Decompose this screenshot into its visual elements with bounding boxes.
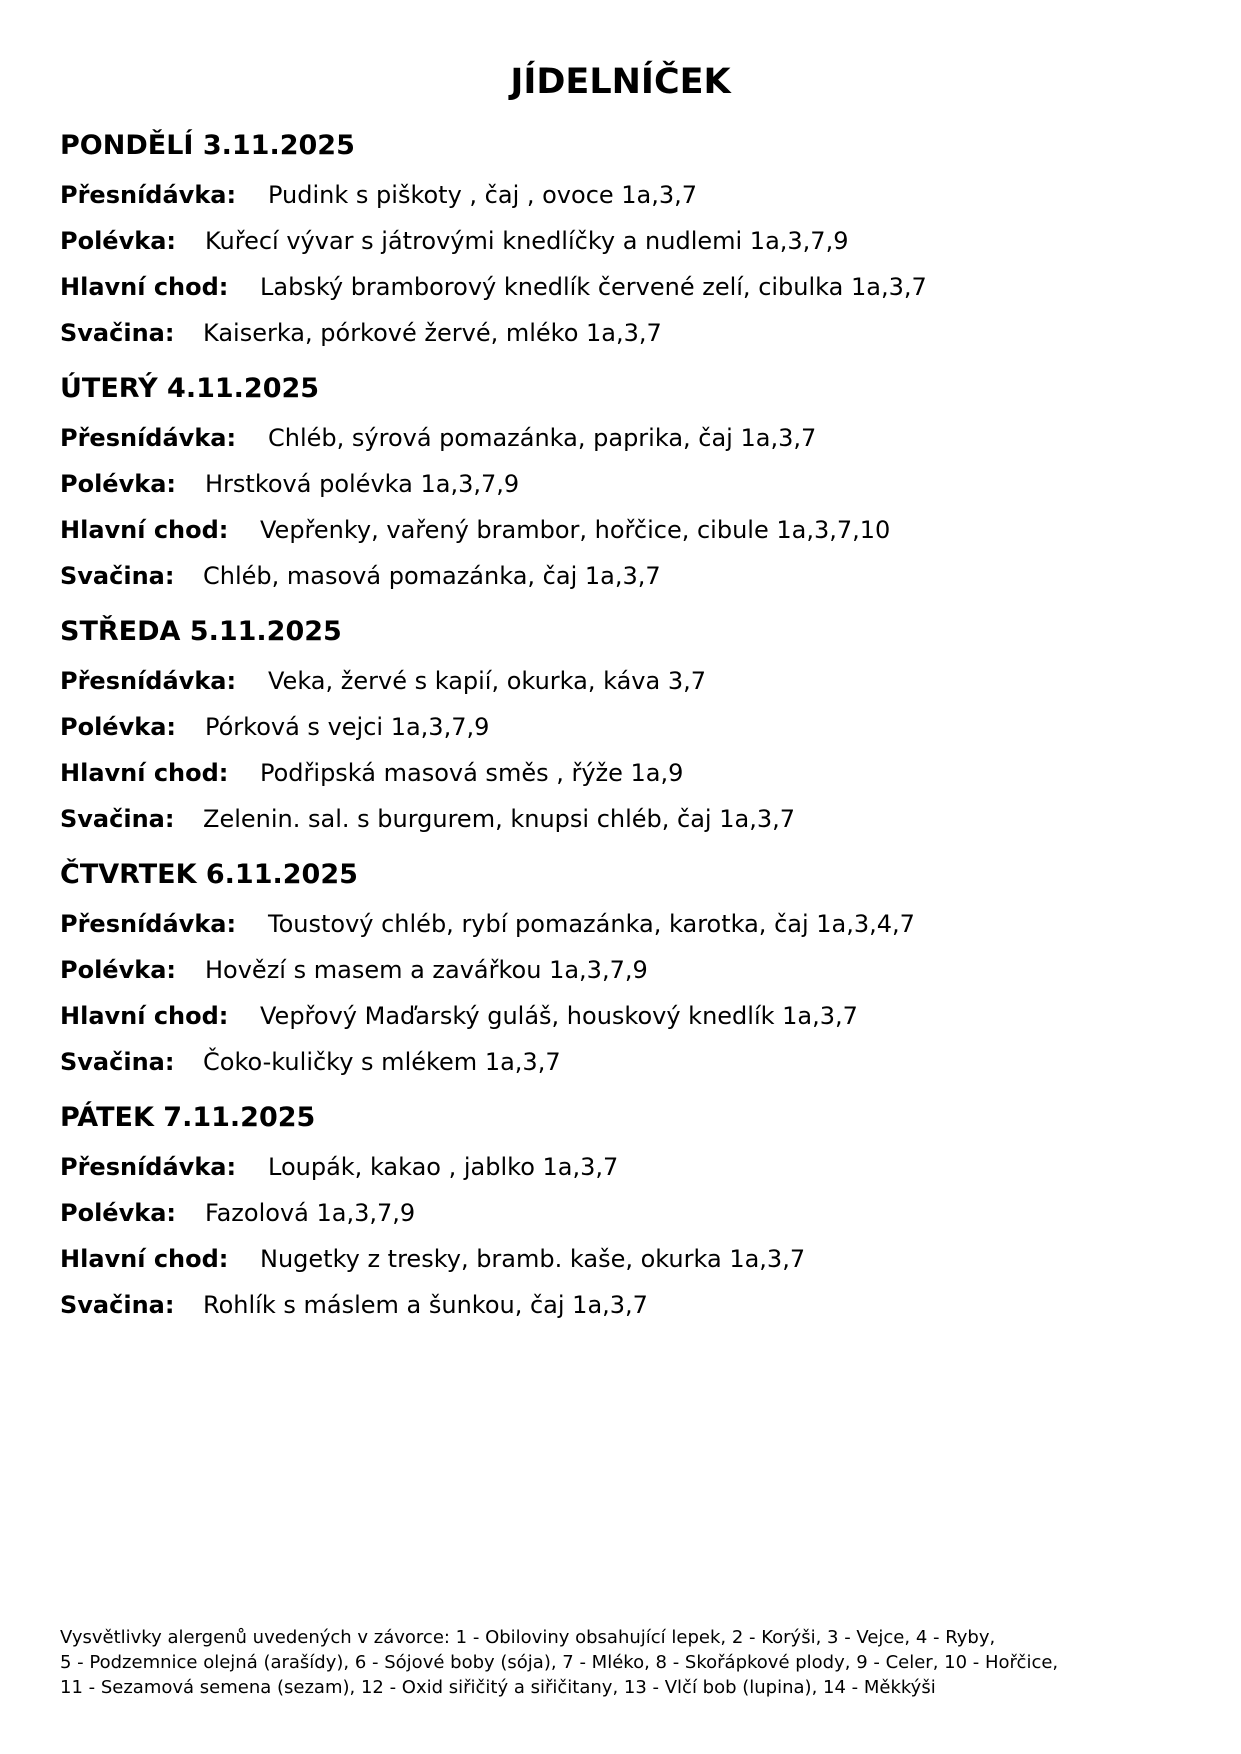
meal-soup: [60, 461, 1200, 507]
meal-main: [60, 750, 1200, 796]
meal-main: [60, 264, 1200, 310]
meal-snack-pm: [60, 1039, 1200, 1085]
day-heading: STŘEDA 5.11.2025: [60, 616, 342, 647]
legend-line: 5 - Podzemnice olejná (arašídy), 6 - Sójové boby (sója), 7 - Mléko, 8 - Skořápkové plody, 9 - Celer, 10 - Hořčice,: [60, 1652, 1059, 1673]
meal-text: Loupák, kakao , jablko 1a,3,7: [268, 1153, 619, 1181]
meal-snack-am: [60, 172, 1200, 218]
meal-text: Čoko-kuličky s mlékem 1a,3,7: [203, 1048, 561, 1076]
meal-label: Hlavní chod:: [60, 273, 229, 301]
meal-snack-am: [60, 658, 1200, 704]
meal-label: Polévka:: [60, 713, 176, 741]
meal-snack-pm: [60, 796, 1200, 842]
meal-snack-pm: [60, 553, 1200, 599]
meal-label: Hlavní chod:: [60, 1245, 229, 1273]
meal-soup: [60, 704, 1200, 750]
day-thursday: [60, 857, 1200, 1085]
meal-main: [60, 1236, 1200, 1282]
day-heading: ÚTERÝ 4.11.2025: [60, 373, 320, 404]
meal-soup: [60, 218, 1200, 264]
meal-snack-pm: [60, 1282, 1200, 1328]
meal-label: Svačina:: [60, 805, 175, 833]
meal-text: Vepřový Maďarský guláš, houskový knedlík 1a,3,7: [260, 1002, 858, 1030]
day-heading: PÁTEK 7.11.2025: [60, 1102, 316, 1133]
meal-text: Vepřenky, vařený brambor, hořčice, cibule 1a,3,7,10: [260, 516, 891, 544]
meal-text: Zelenin. sal. s burgurem, knupsi chléb, čaj 1a,3,7: [203, 805, 795, 833]
day-heading: ČTVRTEK 6.11.2025: [60, 859, 358, 890]
day-monday: [60, 128, 1200, 356]
meal-snack-am: [60, 415, 1200, 461]
meal-soup: [60, 947, 1200, 993]
meal-snack-pm: [60, 310, 1200, 356]
meal-label: Přesnídávka:: [60, 181, 237, 209]
meal-label: Přesnídávka:: [60, 910, 237, 938]
meal-label: Hlavní chod:: [60, 759, 229, 787]
meal-label: Hlavní chod:: [60, 1002, 229, 1030]
meal-label: Polévka:: [60, 1199, 176, 1227]
meal-label: Polévka:: [60, 470, 176, 498]
meal-text: Hrstková polévka 1a,3,7,9: [205, 470, 520, 498]
meal-label: Přesnídávka:: [60, 667, 237, 695]
meal-text: Veka, žervé s kapií, okurka, káva 3,7: [268, 667, 706, 695]
meal-text: Podřipská masová směs , řýže 1a,9: [260, 759, 684, 787]
meal-text: Chléb, masová pomazánka, čaj 1a,3,7: [203, 562, 661, 590]
meal-text: Pudink s piškoty , čaj , ovoce 1a,3,7: [268, 181, 698, 209]
meal-label: Polévka:: [60, 956, 176, 984]
day-friday: [60, 1100, 1200, 1328]
meal-text: Hovězí s masem a zavářkou 1a,3,7,9: [205, 956, 648, 984]
meal-text: Toustový chléb, rybí pomazánka, karotka, čaj 1a,3,4,7: [268, 910, 915, 938]
meal-label: Svačina:: [60, 562, 175, 590]
meal-soup: [60, 1190, 1200, 1236]
meal-label: Svačina:: [60, 1291, 175, 1319]
day-tuesday: [60, 371, 1200, 599]
meal-text: Fazolová 1a,3,7,9: [205, 1199, 416, 1227]
meal-text: Kaiserka, pórkové žervé, mléko 1a,3,7: [203, 319, 662, 347]
meal-label: Svačina:: [60, 1048, 175, 1076]
legend-line: 11 - Sezamová semena (sezam), 12 - Oxid siřičitý a siřičitany, 13 - Vlčí bob (lupina), 14 - Měkkýši: [60, 1677, 936, 1698]
legend-line: Vysvětlivky alergenů uvedených v závorce: 1 - Obiloviny obsahující lepek, 2 - Korýši, 3 - Vejce, 4 - Ryby,: [60, 1627, 996, 1648]
meal-label: Polévka:: [60, 227, 176, 255]
meal-main: [60, 993, 1200, 1039]
meal-snack-am: [60, 1144, 1200, 1190]
meal-label: Přesnídávka:: [60, 1153, 237, 1181]
meal-text: Kuřecí vývar s játrovými knedlíčky a nudlemi 1a,3,7,9: [205, 227, 849, 255]
allergen-legend: [60, 1625, 1200, 1700]
meal-main: [60, 507, 1200, 553]
menu-days: [60, 128, 1200, 1343]
meal-snack-am: [60, 901, 1200, 947]
meal-text: Nugetky z tresky, bramb. kaše, okurka 1a,3,7: [260, 1245, 806, 1273]
meal-text: Rohlík s máslem a šunkou, čaj 1a,3,7: [203, 1291, 648, 1319]
meal-text: Chléb, sýrová pomazánka, paprika, čaj 1a,3,7: [268, 424, 817, 452]
page-title: JÍDELNÍČEK: [510, 62, 731, 102]
meal-text: Labský bramborový knedlík červené zelí, cibulka 1a,3,7: [260, 273, 927, 301]
meal-label: Přesnídávka:: [60, 424, 237, 452]
meal-text: Pórková s vejci 1a,3,7,9: [205, 713, 490, 741]
meal-label: Hlavní chod:: [60, 516, 229, 544]
meal-label: Svačina:: [60, 319, 175, 347]
day-wednesday: [60, 614, 1200, 842]
day-heading: PONDĚLÍ 3.11.2025: [60, 130, 355, 161]
